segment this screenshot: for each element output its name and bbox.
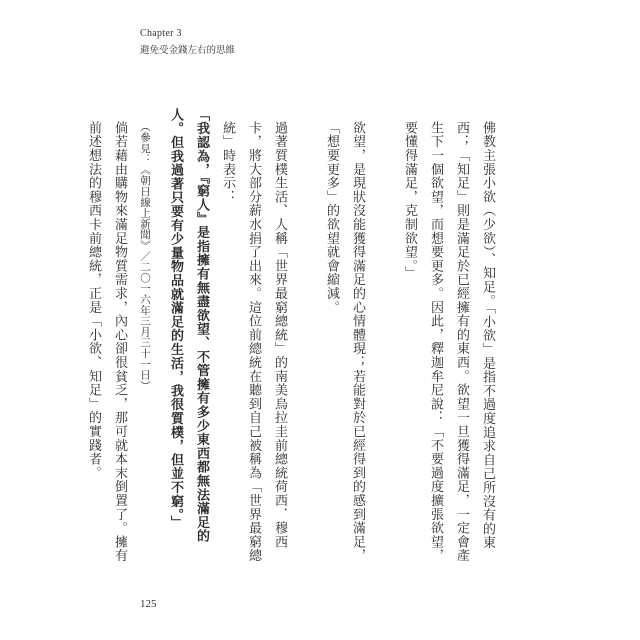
chapter-label: Chapter 3: [140, 28, 182, 39]
page-number: 125: [140, 598, 157, 610]
mujica-quote: 「我認為，『窮人』是指擁有無盡欲望、不管擁有多少東西都無法滿足的人。但我過著只要有少量物品就滿足的生活，我很質樸，但並不窮。」: [168, 108, 209, 544]
body-text: [86, 108, 500, 568]
chapter-subtitle: 避免受金錢左右的思維: [140, 45, 236, 56]
paragraph-1: 佛教主張小欲（少欲）、知足。「小欲」是指不過度追求自己所沒有的東西；「知足」則是滿足於已經擁有的東西。欲望一旦獲得滿足，一定會產生下一個欲望，而想要更多。因此，釋迦牟尼說：「不要過度擴張欲望，要懂得滿足，克制欲望。」: [402, 121, 495, 563]
paragraph-4: 倘若藉由購物來滿足物質需求，內心卻很貧乏，那可就本末倒置了。擁有前述想法的穆西卡前總統，正是「小欲、知足」的實踐者。: [86, 121, 127, 563]
citation: （參見：《朝日線上新聞》／二〇一六年三月三十一日）: [139, 121, 151, 391]
paragraph-2: 欲望，是現狀沒能獲得滿足的心情體現；若能對於已經得到的感到滿足，「想要更多」的欲望就會縮減。: [324, 121, 365, 563]
paragraph-3: 過著質樸生活、人稱「世界最窮總統」的南美烏拉圭前總統荷西．穆西卡，將大部分薪水捐了出來。這位前總統在聽到自己被稱為「世界最窮總統」時表示：: [220, 121, 287, 563]
